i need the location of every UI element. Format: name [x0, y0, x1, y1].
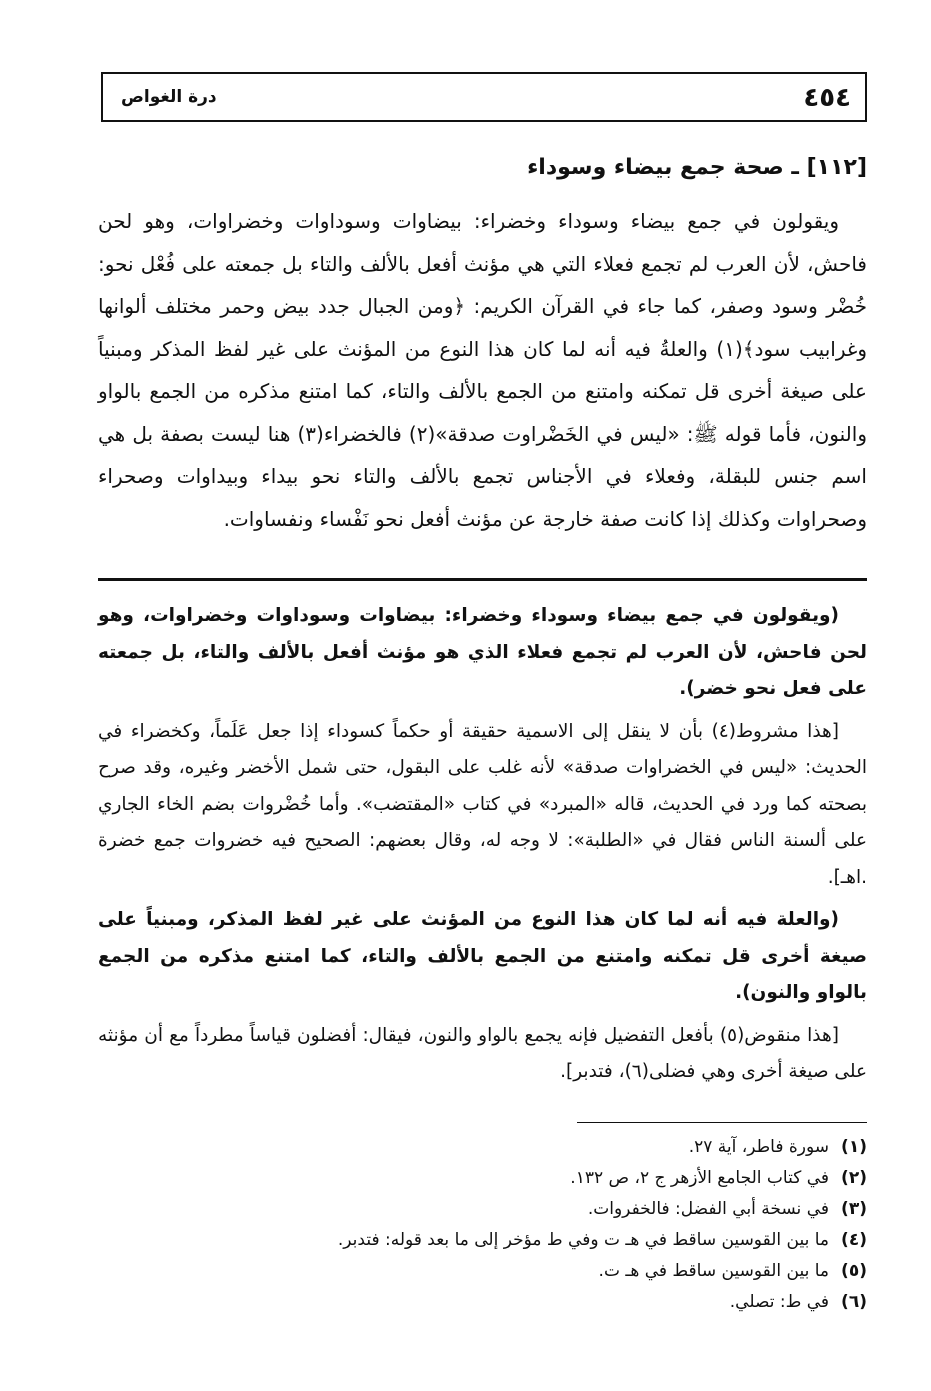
footnote-text: في ط: تصلي. [729, 1292, 829, 1312]
commentary-note-1: [هذا مشروط(٤) بأن لا ينقل إلى الاسمية حقيقة أو حكماً كسوداء إذا جعل عَلَماً، وكخضراء في الحديث: «ليس في الخضراوات صدقة» لأنه غلب على البقول، حتى شمل الأخضر وغيره، وقد صرح بصحته كما ورد في الحديث، قاله «المبرد» في كتاب «المقتضب». وأما خُضْروات بضم الخاء الجاري على ألسنة الناس فقال في «الطلبة»: لا وجه له، وقال بعضهم: الصحيح فيه خضروات جمع خضرة .اهـ]. [98, 720, 867, 888]
footnote-text: ما بين القوسين ساقط في هـ ت وفي ط مؤخر إلى ما بعد قوله: فتدبر. [337, 1230, 829, 1250]
text-separator [98, 578, 867, 581]
commentary [98, 598, 867, 1097]
footnote [98, 1225, 867, 1256]
footnote [98, 1256, 867, 1287]
footnote-number: (٦) [841, 1292, 867, 1312]
section-title: [١١٢] ـ صحة جمع بيضاء وسوداء [527, 155, 867, 180]
main-text [98, 200, 867, 540]
footnote-number: (٥) [841, 1261, 867, 1281]
footnote-number: (٣) [841, 1199, 867, 1219]
page-header [101, 72, 867, 122]
footnote [98, 1287, 867, 1318]
footnote-text: ما بين القوسين ساقط في هـ ت. [598, 1261, 829, 1281]
footnote-rule [577, 1122, 867, 1123]
footnote [98, 1132, 867, 1163]
running-title: درة الغواص [121, 87, 217, 107]
footnote-number: (٤) [841, 1230, 867, 1250]
footnote-text: في نسخة أبي الفضل: فالخفروات. [587, 1199, 829, 1219]
footnote-number: (٢) [841, 1168, 867, 1188]
footnote-text: سورة فاطر، آية ٢٧. [688, 1137, 829, 1157]
commentary-quote-1: (ويقولون في جمع بيضاء وسوداء وخضراء: بيضاوات وسوداوات وخضراوات، وهو لحن فاحش، لأن العرب لم تجمع فعلاء الذي هو مؤنث أفعل بالألف والتاء، بل جمعته على فعل نحو خضر). [98, 605, 867, 699]
commentary-quote-2: (والعلة فيه أنه لما كان هذا النوع من المؤنث على غير لفظ المذكر، ومبنياً على صيغة أخرى قل تمكنه وامتنع من الجمع بالألف والتاء، كما امتنع مذكره من الجمع بالواو والنون). [98, 909, 867, 1003]
footnote-text: في كتاب الجامع الأزهر ج ٢، ص ١٣٢. [570, 1168, 829, 1188]
footnote [98, 1163, 867, 1194]
page-number: ٤٥٤ [803, 83, 851, 113]
footnotes [98, 1132, 867, 1318]
commentary-note-2: [هذا منقوض(٥) بأفعل التفضيل فإنه يجمع بالواو والنون، فيقال: أفضلون قياساً مطرداً مع أن مؤنثه على صيغة أخرى وهي فضلى(٦)، فتدبر]. [98, 1024, 867, 1082]
footnote-number: (١) [841, 1137, 867, 1157]
main-paragraph: ويقولون في جمع بيضاء وسوداء وخضراء: بيضاوات وسوداوات وخضراوات، وهو لحن فاحش، لأن العرب لم تجمع فعلاء التي هي مؤنث أفعل بالألف والتاء بل جمعته على فُعْل نحو: خُضْر وسود وصفر، كما جاء في القرآن الكريم: ﴿ومن الجبال جدد بيض وحمر مختلف ألوانها وغرابيب سود﴾(١) والعلةُ فيه أنه لما كان هذا النوع من المؤنث على غير لفظ المذكر ومبنياً على صيغة أخرى قل تمكنه وامتنع من الجمع بالألف والتاء، كما امتنع مذكره من الجمع بالواو والنون، فأما قوله ﷺ: «ليس في الخَضْراوت صدقة»(٢) فالخضراء(٣) هنا ليست بصفة بل هي اسم جنس للبقلة، وفعلاء في الأجناس تجمع بالألف والتاء نحو بيداء وبيداوات وصحراء وصحراوات وكذلك إذا كانت صفة خارجة عن مؤنث أفعل نحو نَفْساء ونفساوات. [98, 209, 867, 531]
footnote [98, 1194, 867, 1225]
